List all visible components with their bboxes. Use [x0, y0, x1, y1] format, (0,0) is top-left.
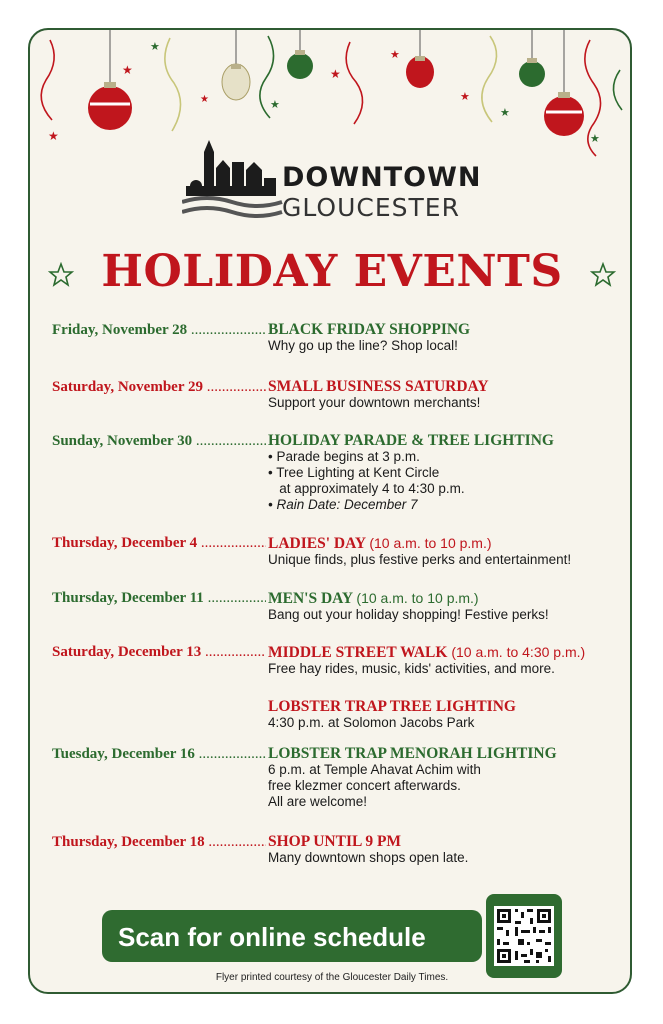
- event-details: [268, 834, 622, 866]
- event-item: [52, 834, 622, 866]
- event-item: [52, 746, 622, 810]
- event-title-text: LOBSTER TRAP MENORAH LIGHTING: [268, 745, 557, 762]
- svg-text:★: ★: [330, 67, 341, 81]
- event-description-line: Support your downtown merchants!: [268, 395, 481, 410]
- event-details: [268, 699, 622, 731]
- event-title: [268, 379, 622, 395]
- event-details: [268, 322, 622, 354]
- event-item: [52, 590, 622, 623]
- event-title-text: MIDDLE STREET WALK: [268, 644, 448, 661]
- event-time: (10 a.m. to 10 p.m.): [356, 590, 479, 606]
- event-description-line: Bang out your holiday shopping! Festive perks!: [268, 607, 549, 622]
- svg-text:★: ★: [150, 41, 160, 53]
- event-description-line: at approximately 4 to 4:30 p.m.: [268, 481, 465, 496]
- scan-schedule-button[interactable]: [102, 910, 482, 962]
- event-title-text: LADIES' DAY: [268, 535, 366, 552]
- event-description-line: All are welcome!: [268, 794, 368, 809]
- event-details: [268, 535, 622, 568]
- event-details: [268, 590, 622, 623]
- event-description-line: • Parade begins at 3 p.m.: [268, 449, 420, 464]
- scan-schedule-banner[interactable]: [102, 894, 562, 978]
- event-details: [268, 746, 622, 810]
- event-title-text: MEN'S DAY: [268, 590, 353, 607]
- flyer: [28, 28, 632, 994]
- event-description-line: Free hay rides, music, kids' activities, and more.: [268, 661, 555, 676]
- event-item: [52, 379, 622, 411]
- scan-label: Scan for online schedule: [118, 922, 426, 952]
- event-date: Thursday, December 4 .....: [52, 535, 266, 552]
- event-title-text: LOBSTER TRAP TREE LIGHTING: [268, 698, 516, 715]
- footer-credit: Flyer printed courtesy of the Gloucester Daily Times.: [215, 972, 449, 983]
- event-title-text: HOLIDAY PARADE & TREE LIGHTING: [268, 432, 554, 449]
- star-icon: [590, 262, 616, 288]
- event-item: [52, 644, 622, 677]
- logo-gloucester-text: GLOUCESTER: [282, 193, 460, 222]
- event-description-line: Why go up the line? Shop local!: [268, 338, 458, 353]
- svg-text:★: ★: [48, 129, 59, 143]
- event-description-line: 4:30 p.m. at Solomon Jacobs Park: [268, 715, 475, 730]
- qr-code-icon: [486, 894, 562, 978]
- event-date: Thursday, December 18 .....: [52, 834, 266, 851]
- svg-text:★: ★: [590, 133, 600, 145]
- event-item: [52, 699, 622, 731]
- event-description-line: • Rain Date: December 7: [268, 497, 418, 512]
- event-date: Sunday, November 30 .....: [52, 433, 266, 450]
- event-item: [52, 433, 622, 513]
- event-date: Thursday, December 11 .....: [52, 590, 266, 607]
- event-title: [268, 590, 622, 607]
- qr-code[interactable]: [486, 894, 562, 978]
- svg-text:★: ★: [500, 107, 510, 119]
- event-title-text: SMALL BUSINESS SATURDAY: [268, 378, 489, 395]
- event-item: [52, 322, 622, 354]
- logo-downtown-text: DOWNTOWN: [282, 162, 482, 193]
- event-details: [268, 644, 622, 677]
- event-description-line: free klezmer concert afterwards.: [268, 778, 461, 793]
- event-title: [268, 699, 622, 715]
- event-title: [268, 644, 622, 661]
- svg-text:★: ★: [390, 49, 400, 61]
- event-title: [268, 322, 622, 338]
- svg-text:★: ★: [122, 63, 133, 77]
- event-description-line: Many downtown shops open late.: [268, 850, 469, 865]
- event-description-line: 6 p.m. at Temple Ahavat Achim with: [268, 762, 481, 777]
- svg-text:★: ★: [270, 99, 280, 111]
- event-title: [268, 535, 622, 552]
- event-date: Saturday, December 13 .....: [52, 644, 266, 661]
- event-time: (10 a.m. to 10 p.m.): [369, 535, 492, 551]
- svg-text:★: ★: [460, 91, 470, 103]
- event-title-text: SHOP UNTIL 9 PM: [268, 833, 402, 850]
- event-date: Friday, November 28 .....: [52, 322, 266, 339]
- event-date: Tuesday, December 16 .....: [52, 746, 266, 763]
- event-date: Saturday, November 29 .....: [52, 379, 266, 396]
- event-details: [268, 379, 622, 411]
- event-item: [52, 535, 622, 568]
- event-title: [268, 834, 622, 850]
- event-time: (10 a.m. to 4:30 p.m.): [451, 644, 586, 660]
- event-description-line: Unique finds, plus festive perks and entertainment!: [268, 552, 572, 567]
- event-description-line: • Tree Lighting at Kent Circle: [268, 465, 440, 480]
- event-title: [268, 433, 622, 449]
- event-title-text: BLACK FRIDAY SHOPPING: [268, 321, 471, 338]
- svg-text:★: ★: [200, 94, 209, 105]
- event-details: [268, 433, 622, 513]
- event-title: [268, 746, 622, 762]
- page-title: HOLIDAY EVENTS: [101, 246, 563, 297]
